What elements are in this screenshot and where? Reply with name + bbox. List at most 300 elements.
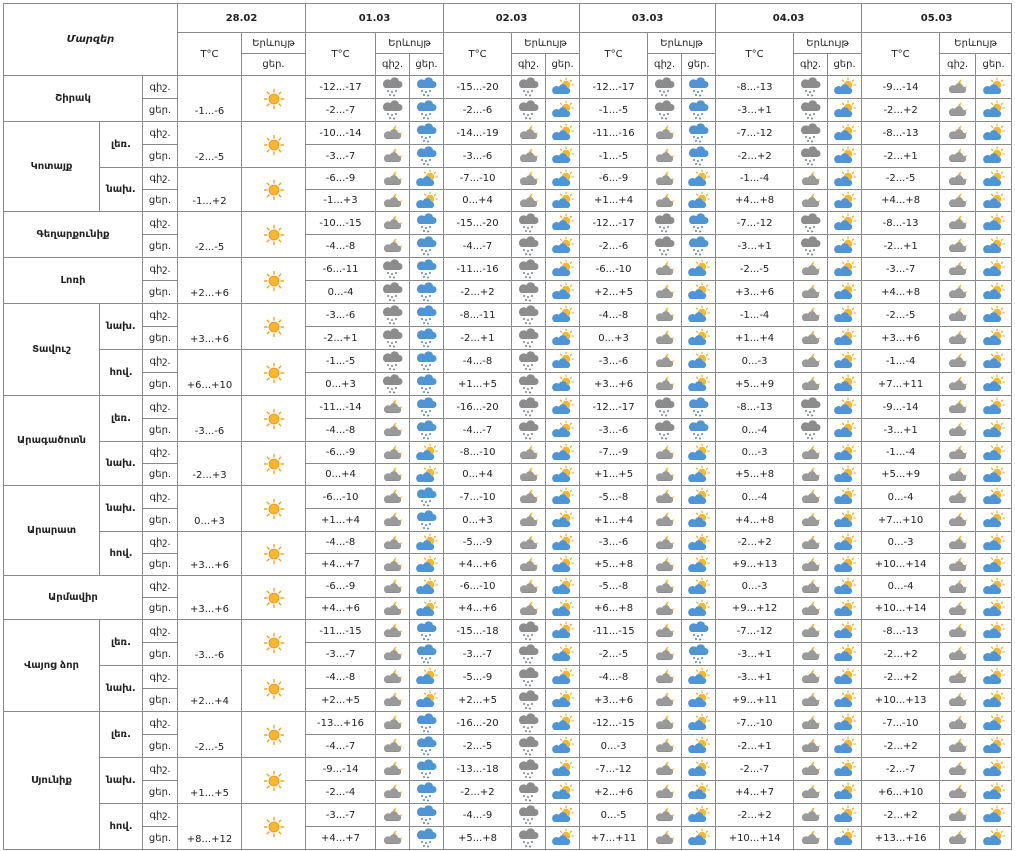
table-row [4,212,1012,235]
weather-icon-cell [410,145,444,168]
weather-icon-cell [648,419,682,442]
weather-icon-cell [546,827,580,850]
date-header: 28.02 [178,4,306,33]
cloud-snow-icon [512,689,545,711]
weather-icon-cell [546,99,580,122]
weather-icon-cell [376,620,410,643]
date-header: 04.03 [716,4,862,33]
time-of-day-label: ցեր. [143,145,178,168]
weather-icon-cell [976,190,1012,212]
weather-icon-cell [410,350,444,373]
weather-icon-cell [828,235,862,258]
moon-cloud-icon [648,465,681,485]
blue-cloud-snow-icon [410,735,443,757]
weather-icon-cell [648,464,682,486]
temperature-cell: +4...+6 [444,554,512,576]
temperature-cell: -2...-7 [862,758,940,781]
table-row [4,781,1012,804]
weather-icon-cell [828,145,862,168]
time-of-day-label: ցեր. [143,327,178,350]
moon-cloud-icon [376,213,409,233]
weather-icon-cell [546,327,580,350]
weather-icon-cell [410,281,444,304]
moon-cloud-icon [794,465,827,485]
weather-icon-cell [648,509,682,532]
weather-icon-cell [242,350,306,396]
cloud-snow-icon [648,396,681,418]
moon-cloud-icon [940,305,975,325]
temperature-cell: +9...+13 [716,554,794,576]
region-name: Տավուշ [4,304,100,396]
temperature-cell: +5...+9 [862,464,940,486]
weather-icon-cell [376,396,410,419]
blue-cloud-snow-icon [410,99,443,121]
sun-cloud-icon [976,533,1011,553]
weather-icon-cell [976,235,1012,258]
weather-icon-cell [376,509,410,532]
blue-cloud-snow-icon [682,145,715,167]
sun-cloud-icon [410,690,443,710]
weather-icon-cell [376,666,410,689]
sun-cloud-icon [828,577,861,597]
zone-name: հով. [100,350,143,396]
moon-cloud-icon [940,351,975,371]
weather-icon-cell [512,532,546,554]
sun-cloud-icon [828,533,861,553]
temperature-cell: -2...+2 [862,666,940,689]
blue-cloud-snow-icon [410,281,443,303]
sun-cloud-icon [682,443,715,463]
temperature-cell: -7...-9 [580,442,648,464]
blue-cloud-snow-icon [410,235,443,257]
weather-icon-cell [376,168,410,190]
moon-cloud-icon [376,805,409,825]
weather-icon-cell [828,281,862,304]
blue-cloud-snow-icon [410,419,443,441]
temperature-cell: +10...+14 [862,554,940,576]
zone-name: նախ. [100,666,143,712]
weather-icon-cell [940,689,976,712]
weather-icon-cell [976,689,1012,712]
sun-cloud-icon [976,782,1011,802]
table-row [4,532,1012,554]
moon-cloud-icon [940,736,975,756]
weather-icon-cell [376,212,410,235]
weather-icon-cell [546,281,580,304]
moon-cloud-icon [794,759,827,779]
temperature-cell: +4...+7 [716,781,794,804]
sun-cloud-icon [546,351,579,371]
temperature-cell: +5...+8 [444,827,512,850]
cloud-snow-icon [648,419,681,441]
temperature-cell: -5...-9 [444,666,512,689]
weather-icon-cell [828,620,862,643]
weather-icon-cell [976,735,1012,758]
temperature-header: T°C [716,33,794,76]
moon-cloud-icon [794,782,827,802]
moon-cloud-icon [794,599,827,619]
temperature-cell: +1...+5 [580,464,648,486]
region-name: Վայոց ձոր [4,620,100,712]
weather-icon-cell [682,168,716,190]
sun-cloud-icon [546,328,579,348]
weather-icon-cell [648,827,682,850]
weather-icon-cell [242,712,306,758]
moon-cloud-icon [940,443,975,463]
weather-icon-cell [794,643,828,666]
moon-cloud-icon [794,713,827,733]
moon-cloud-icon [376,443,409,463]
sun-icon [242,179,305,201]
temperature-cell: 0...-3 [862,532,940,554]
weather-icon-cell [512,168,546,190]
sun-cloud-icon [828,146,861,166]
temperature-cell: +4...+6 [306,598,376,620]
weather-icon-cell [794,419,828,442]
temperature-cell: -7...-10 [862,712,940,735]
sun-cloud-icon [976,351,1011,371]
temperature-cell: 0...-3 [716,576,794,598]
moon-cloud-icon [794,736,827,756]
cloud-snow-icon [794,396,827,418]
weather-icon-cell [410,373,444,396]
regions-header: Մարզեր [4,4,178,76]
temperature-cell: +8...+12 [178,804,242,850]
temperature-cell: +1...+4 [580,190,648,212]
weather-icon-cell [682,735,716,758]
temperature-cell: -12...-17 [306,76,376,99]
sun-cloud-icon [546,123,579,143]
weather-icon-cell [682,804,716,827]
weather-icon-cell [546,689,580,712]
sun-cloud-icon [682,510,715,530]
temperature-cell: -4...-8 [444,350,512,373]
weather-icon-cell [794,350,828,373]
sun-cloud-icon [828,667,861,687]
temperature-cell: -16...-20 [444,712,512,735]
sun-cloud-icon [546,690,579,710]
time-of-day-label: գիշ. [143,712,178,735]
blue-cloud-snow-icon [682,212,715,234]
temperature-cell: -2...-5 [178,712,242,758]
temperature-cell: +13...+16 [862,827,940,850]
cloud-snow-icon [376,258,409,280]
weather-icon-cell [410,666,444,689]
weather-icon-cell [648,486,682,509]
sun-icon [242,362,305,384]
weather-icon-cell [648,781,682,804]
blue-cloud-snow-icon [410,758,443,780]
moon-cloud-icon [376,510,409,530]
moon-cloud-icon [940,577,975,597]
weather-icon-cell [794,327,828,350]
sun-cloud-icon [976,465,1011,485]
weather-icon-cell [682,212,716,235]
sun-cloud-icon [410,599,443,619]
day-header: ցեր. [828,54,862,76]
moon-cloud-icon [940,828,975,848]
temperature-header: T°C [178,33,242,76]
night-header: գիշ. [512,54,546,76]
table-row [4,99,1012,122]
sun-cloud-icon [828,420,861,440]
temperature-cell: -3...+1 [716,666,794,689]
sun-cloud-icon [546,599,579,619]
table-row [4,576,1012,598]
weather-icon-cell [682,76,716,99]
sun-cloud-icon [546,805,579,825]
table-row [4,758,1012,781]
weather-icon-cell [794,758,828,781]
weather-icon-cell [828,712,862,735]
cloud-snow-icon [648,76,681,98]
temperature-cell: -3...-6 [178,396,242,442]
sun-cloud-icon [546,577,579,597]
moon-cloud-icon [648,487,681,507]
weather-icon-cell [976,373,1012,396]
weather-icon-cell [940,576,976,598]
temperature-cell: -3...-7 [306,145,376,168]
moon-cloud-icon [794,510,827,530]
weather-icon-cell [546,168,580,190]
weather-icon-cell [940,419,976,442]
moon-cloud-icon [940,644,975,664]
temperature-cell: -4...-7 [444,235,512,258]
moon-cloud-icon [376,123,409,143]
table-row [4,554,1012,576]
moon-cloud-icon [648,736,681,756]
temperature-cell: +3...+6 [862,327,940,350]
table-row [4,304,1012,327]
moon-cloud-icon [376,465,409,485]
table-row [4,464,1012,486]
region-name: Արագածոտն [4,396,100,486]
zone-name: լեռ. [100,712,143,758]
weather-icon-cell [376,827,410,850]
sun-cloud-icon [828,259,861,279]
sun-cloud-icon [828,713,861,733]
weather-icon-cell [940,168,976,190]
moon-cloud-icon [940,487,975,507]
weather-icon-cell [794,99,828,122]
sun-icon [242,270,305,292]
table-row [4,598,1012,620]
weather-icon-cell [512,576,546,598]
weather-icon-cell [648,576,682,598]
cloud-snow-icon [648,99,681,121]
blue-cloud-snow-icon [410,122,443,144]
temperature-cell: +4...+8 [862,190,940,212]
zone-name: նախ. [100,168,143,212]
sun-cloud-icon [546,736,579,756]
weather-icon-cell [512,620,546,643]
cloud-snow-icon [512,735,545,757]
sun-cloud-icon [976,420,1011,440]
temperature-header: T°C [306,33,376,76]
sun-cloud-icon [682,805,715,825]
weather-icon-cell [376,419,410,442]
temperature-cell: -8...-11 [444,304,512,327]
moon-cloud-icon [940,77,975,97]
weather-icon-cell [242,304,306,350]
temperature-cell: -2...+1 [444,327,512,350]
temperature-cell: -4...-8 [580,666,648,689]
temperature-cell: +10...+14 [862,598,940,620]
sun-cloud-icon [546,713,579,733]
weather-icon-cell [940,554,976,576]
sun-icon [242,408,305,430]
table-row [4,258,1012,281]
sun-icon [242,770,305,792]
temperature-cell: -11...-16 [580,122,648,145]
weather-icon-cell [648,532,682,554]
weather-icon-cell [410,212,444,235]
weather-icon-cell [410,532,444,554]
sun-icon [242,134,305,156]
sun-icon [242,498,305,520]
weather-icon-cell [242,576,306,620]
weather-icon-cell [410,620,444,643]
time-of-day-label: ցեր. [143,689,178,712]
moon-cloud-icon [648,759,681,779]
weather-icon-cell [546,666,580,689]
sun-cloud-icon [682,713,715,733]
temperature-cell: +9...+11 [716,689,794,712]
weather-icon-cell [940,532,976,554]
table-row [4,373,1012,396]
moon-cloud-icon [376,621,409,641]
weather-icon-cell [376,532,410,554]
temperature-cell: -1...-5 [306,350,376,373]
time-of-day-label: գիշ. [143,122,178,145]
sun-cloud-icon [410,577,443,597]
temperature-cell: -3...+1 [862,419,940,442]
temperature-cell: -5...-8 [580,486,648,509]
time-of-day-label: գիշ. [143,350,178,373]
moon-cloud-icon [940,374,975,394]
weather-icon-cell [512,281,546,304]
weather-icon-cell [682,99,716,122]
temperature-cell: -4...-7 [444,419,512,442]
weather-icon-cell [940,712,976,735]
day-header: ցեր. [682,54,716,76]
temperature-cell: -13...-18 [444,758,512,781]
cloud-snow-icon [512,396,545,418]
sun-cloud-icon [828,599,861,619]
weather-icon-cell [940,190,976,212]
time-of-day-label: ցեր. [143,419,178,442]
time-of-day-label: գիշ. [143,442,178,464]
weather-icon-cell [546,486,580,509]
sun-cloud-icon [976,123,1011,143]
weather-icon-cell [410,781,444,804]
region-name: Գեղարքունիք [4,212,143,258]
sun-cloud-icon [546,191,579,211]
temperature-cell: +2...+5 [444,689,512,712]
temperature-cell: -2...-5 [178,122,242,168]
temperature-cell: +4...+8 [862,281,940,304]
weather-icon-cell [828,758,862,781]
moon-cloud-icon [648,713,681,733]
sun-cloud-icon [828,374,861,394]
moon-cloud-icon [794,328,827,348]
sun-cloud-icon [682,305,715,325]
weather-icon-cell [648,327,682,350]
sun-cloud-icon [682,667,715,687]
moon-cloud-icon [940,169,975,189]
weather-icon-cell [546,735,580,758]
weather-icon-cell [410,689,444,712]
sun-cloud-icon [546,374,579,394]
temperature-cell: +4...+6 [444,598,512,620]
weather-icon-cell [976,304,1012,327]
weather-icon-cell [410,304,444,327]
temperature-cell: -2...-5 [444,735,512,758]
temperature-cell: -11...-15 [306,620,376,643]
temperature-cell: -4...-8 [306,235,376,258]
weather-icon-cell [242,442,306,486]
moon-cloud-icon [648,805,681,825]
temperature-cell: -2...-5 [580,643,648,666]
weather-icon-cell [828,212,862,235]
temperature-cell: -10...-14 [306,122,376,145]
weather-icon-cell [376,281,410,304]
temperature-cell: -6...-10 [306,486,376,509]
moon-cloud-icon [648,510,681,530]
temperature-cell: 0...-3 [716,350,794,373]
weather-icon-cell [682,689,716,712]
table-row [4,122,1012,145]
sun-cloud-icon [682,533,715,553]
sun-cloud-icon [546,443,579,463]
sun-icon [242,724,305,746]
weather-icon-cell [242,122,306,168]
moon-cloud-icon [940,397,975,417]
temperature-cell: -2...-5 [862,304,940,327]
weather-icon-cell [242,804,306,850]
weather-icon-cell [794,598,828,620]
temperature-header: T°C [862,33,940,76]
weather-icon-cell [794,486,828,509]
temperature-cell: 0...+3 [306,373,376,396]
temperature-cell: -4...-8 [306,419,376,442]
cloud-snow-icon [512,235,545,257]
weather-icon-cell [512,419,546,442]
moon-cloud-icon [794,805,827,825]
weather-icon-cell [976,419,1012,442]
moon-cloud-icon [794,828,827,848]
weather-icon-cell [546,532,580,554]
weather-icon-cell [682,281,716,304]
sun-cloud-icon [976,282,1011,302]
weather-icon-cell [682,532,716,554]
weather-icon-cell [512,643,546,666]
weather-icon-cell [376,122,410,145]
weather-icon-cell [242,396,306,442]
weather-icon-cell [976,258,1012,281]
temperature-cell: -15...-20 [444,212,512,235]
weather-icon-cell [410,442,444,464]
cloud-snow-icon [512,212,545,234]
moon-cloud-icon [376,599,409,619]
sun-cloud-icon [546,213,579,233]
weather-icon-cell [376,76,410,99]
weather-icon-cell [512,442,546,464]
temperature-cell: -9...-14 [862,76,940,99]
time-of-day-label: ցեր. [143,281,178,304]
temperature-cell: -9...-14 [862,396,940,419]
temperature-cell: -6...-10 [444,576,512,598]
